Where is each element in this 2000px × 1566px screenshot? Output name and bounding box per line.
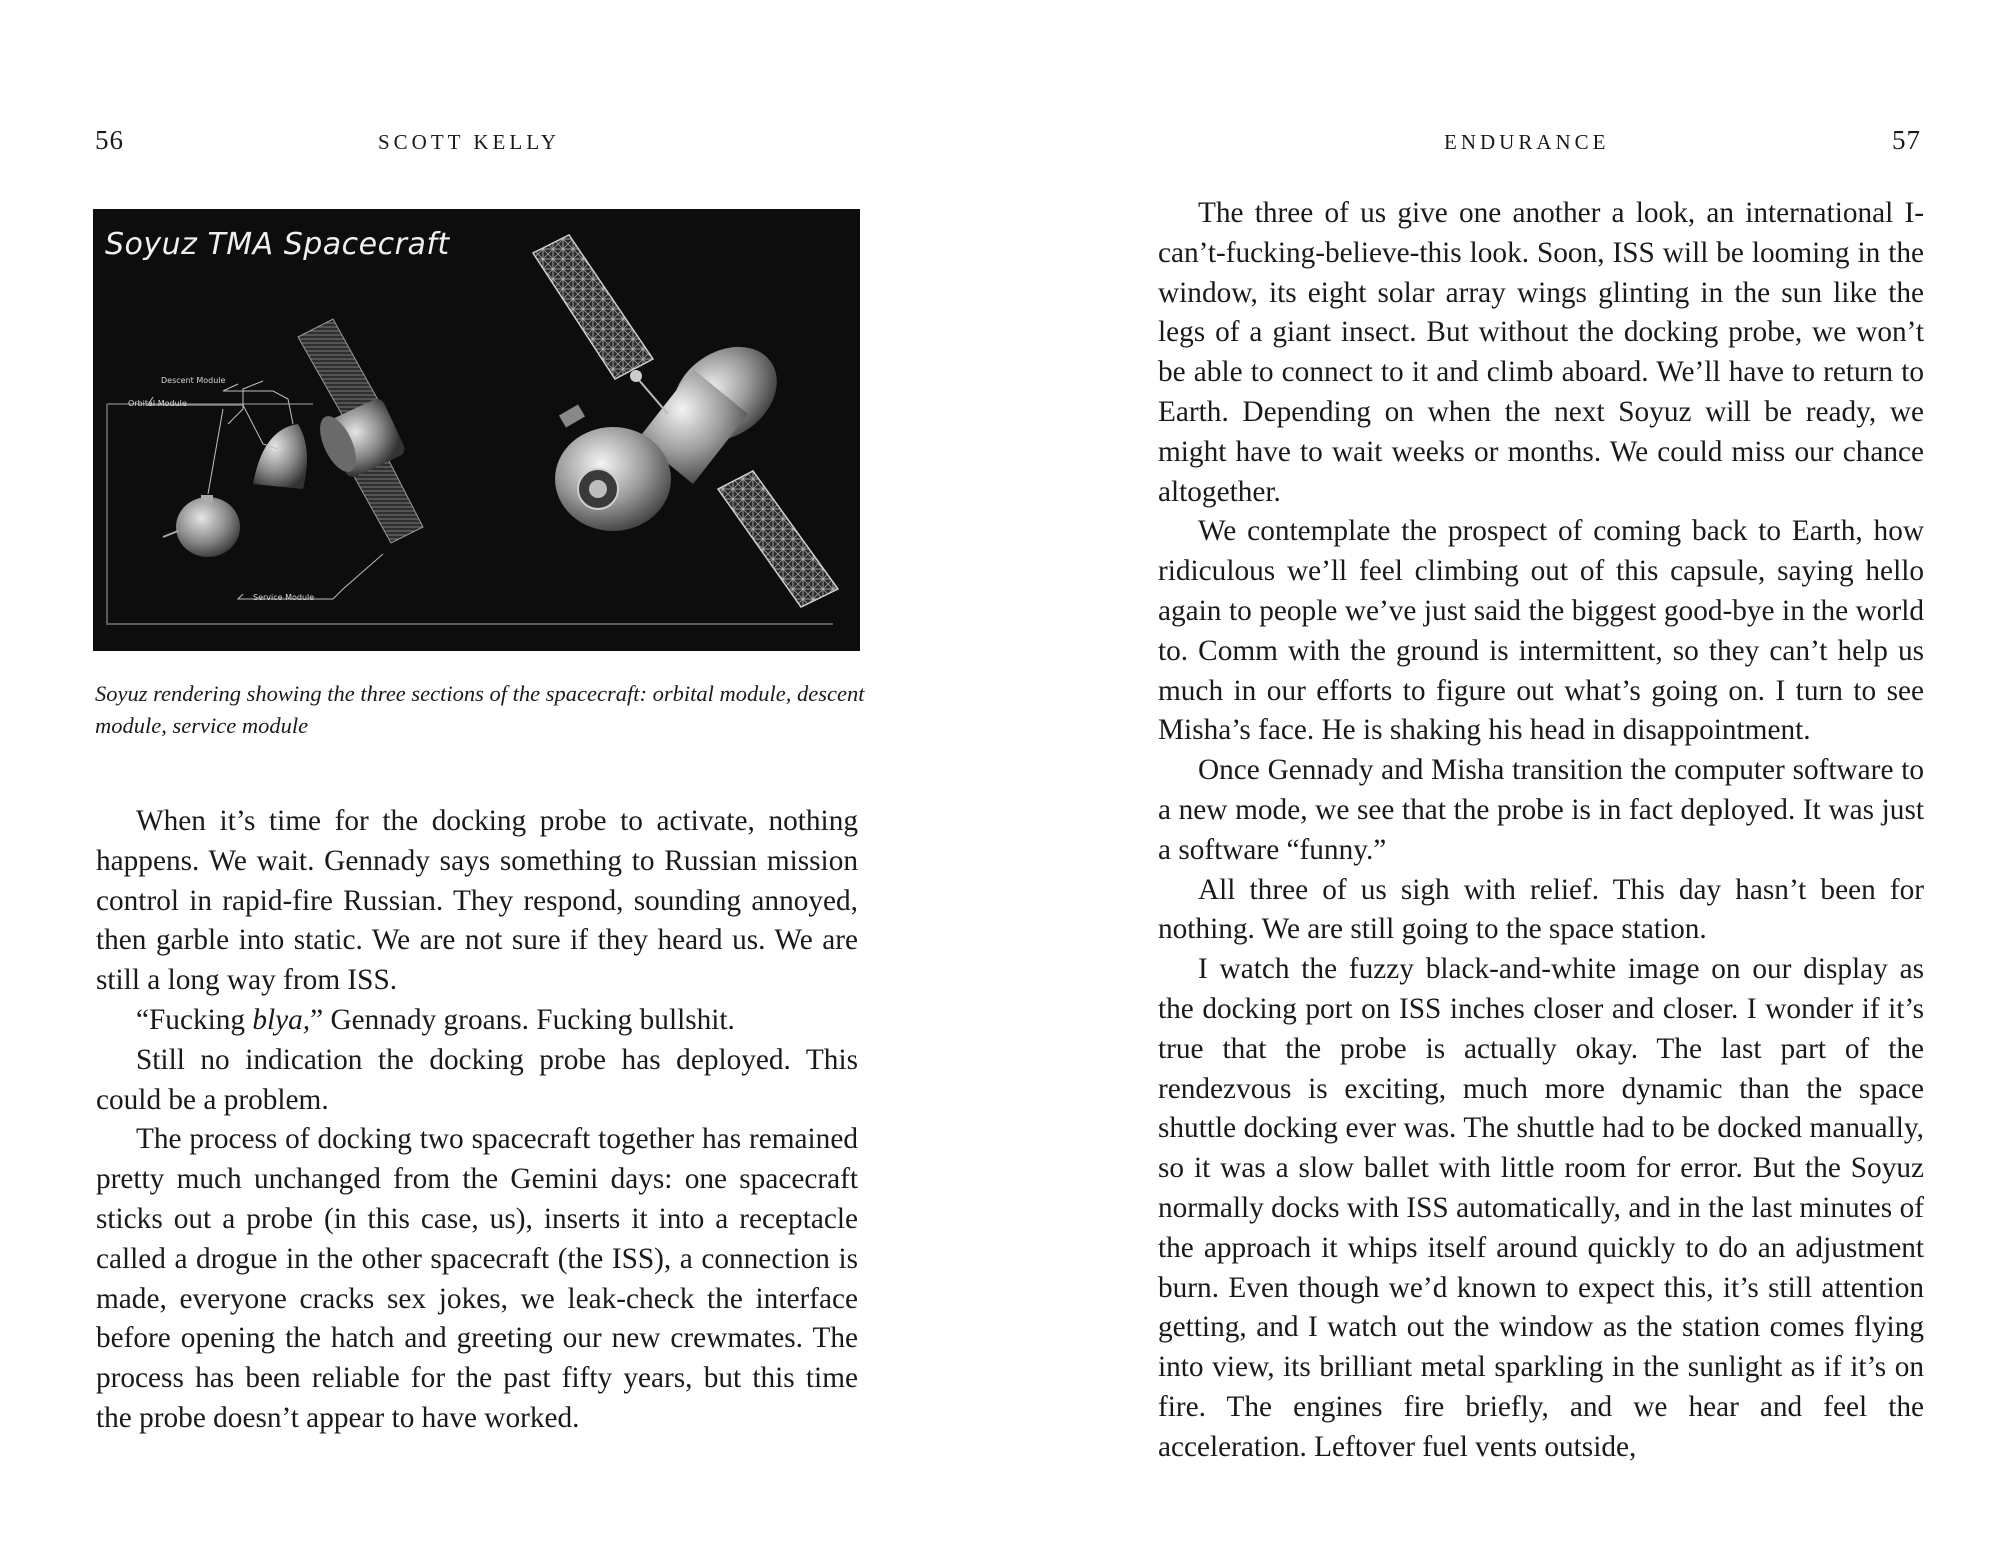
paragraph: [96, 1001, 858, 1041]
orbital-module-exploded: [163, 495, 240, 557]
paragraph: Still no indication the docking probe has deployed. This could be a problem.: [96, 1043, 858, 1116]
paragraph: Once Gennady and Misha transition the computer software to a new mode, we see that the probe is in fact deployed. It was just a software “funny.”: [1158, 754, 1924, 866]
page-number: 56: [95, 125, 124, 155]
label-orbital-module: Orbital Module: [128, 399, 187, 408]
figure-caption: Soyuz rendering showing the three sections of the spacecraft: orbital module, descent module, service module: [95, 681, 865, 738]
label-descent-module: Descent Module: [161, 376, 226, 385]
solar-panel-upper: [533, 235, 653, 379]
right-body-text: [1158, 194, 1924, 1468]
quote-start: “Fucking: [136, 1003, 253, 1036]
paragraph: I watch the fuzzy black-and-white image on our display as the docking port on ISS inches closer and closer. I wonder if it’s true that the probe is actually okay. The last part of the rendezvous is exciting, much more dynamic than the space shuttle docking ever was. The shuttle had to be docked manually, so it was a slow ballet with little room for error. But the Soyuz normally docks with ISS automatically, and in the last minutes of the approach it whips itself around quickly to do an adjustment burn. Even though we’d known to expect this, it’s still attention getting, and I watch out the window as the station comes flying into view, its brilliant metal sparkling in the sunlight as if it’s on fire. The engines fire briefly, and we hear and feel the acceleration. Leftover fuel vents outside,: [1158, 953, 1924, 1463]
soyuz-figure: [93, 209, 860, 651]
running-head: SCOTT KELLY: [378, 130, 561, 154]
label-service-module: Service Module: [253, 593, 315, 602]
soyuz-illustration: [93, 209, 860, 651]
italic-word: blya,: [252, 1003, 311, 1036]
service-module-exploded: [298, 319, 423, 543]
right-page: [1000, 0, 2000, 1566]
paragraph: The three of us give one another a look, an international I-can’t-fucking-believe-this look. Soon, ISS will be looming in the window, its eight solar array wings glinting in the sun like the legs of a giant insect. But without the docking probe, we won’t be able to connect to it and climb aboard. We’ll have to return to Earth. Depending on when the next Soyuz will be ready, we might have to wait weeks or months. We could miss our chance altogether.: [1158, 197, 1924, 508]
paragraph: When it’s time for the docking probe to activate, nothing happens. We wait. Gennady says something to Russian mission control in rapid-fire Russian. They respond, sounding annoyed, then garble into static. We are not sure if they heard us. We are still a long way from ISS.: [96, 805, 858, 997]
solar-panel-lower: [718, 471, 838, 607]
descent-module-exploded: [253, 424, 307, 489]
quote-end: ” Gennady groans. Fucking bullshit.: [310, 1003, 735, 1036]
left-body-text: [96, 802, 858, 1439]
paragraph: The process of docking two spacecraft together has remained pretty much unchanged from the Gemini days: one spacecraft sticks out a probe (in this case, us), inserts it into a receptacle called a drogue in the other spacecraft (the ISS), a connection is made, everyone cracks sex jokes, we leak-check the interface before opening the hatch and greeting our new crewmates. The process has been reliable for the past fifty years, but this time the probe doesn’t appear to have worked.: [96, 1123, 858, 1434]
paragraph: We contemplate the prospect of coming back to Earth, how ridiculous we’ll feel climbing out of this capsule, saying hello again to people we’ve just said the biggest good-bye in the world to. Comm with the ground is intermittent, so they can’t help us much in our efforts to figure out what’s going on. I turn to see Misha’s face. He is shaking his head in disappointment.: [1158, 515, 1924, 747]
page-number: 57: [1892, 125, 1921, 155]
running-head: ENDURANCE: [1444, 130, 1610, 154]
figure-title: Soyuz TMA Spacecraft: [105, 227, 450, 262]
paragraph: All three of us sigh with relief. This day hasn’t been for nothing. We are still going to the space station.: [1158, 873, 1924, 946]
